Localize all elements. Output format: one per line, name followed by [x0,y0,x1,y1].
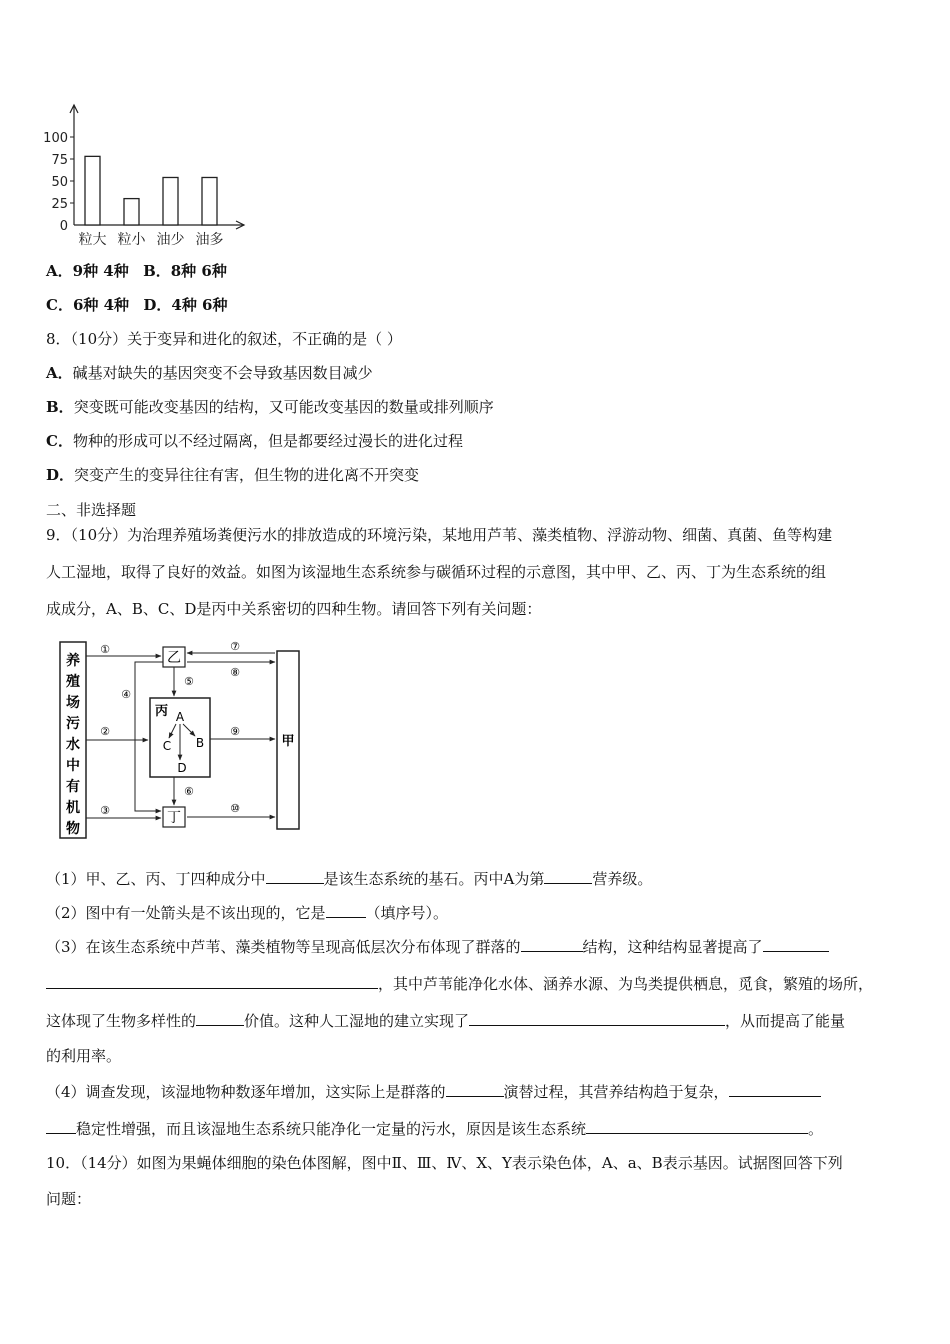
source-box-char: 场 [66,695,80,711]
answer-blank[interactable] [729,1081,821,1097]
q8-option-a [46,363,373,383]
x-tick-label: 粒小 [117,232,146,248]
q10-line1: 10．（14分）如图为果蝇体细胞的染色体图解，图中Ⅱ、Ⅲ、Ⅳ、X、Y表示染色体，A、a、B表示基因。试据图回答下列 [46,1154,843,1172]
q7-option-d-label: D． [143,296,172,314]
q8-option-d [46,465,419,485]
arrow-4-label: ④ [121,688,131,701]
q8-option-c-text: 物种的形成可以不经过隔离，但是都要经过漫长的进化过程 [72,432,463,450]
arrow-7-label: ⑦ [230,640,240,653]
q9-p3-b: 结构，这种结构显著提高了 [582,938,763,956]
answer-blank[interactable] [521,936,583,952]
answer-blank[interactable] [544,868,592,884]
q8-stem: 8．（10分）关于变异和进化的叙述，不正确的是（ ） [46,330,402,348]
q8-option-b-text: 突变既可能改变基因的结构，又可能改变基因的数量或排列顺序 [73,398,494,416]
q9-p2-b: （填序号）。 [365,904,449,922]
q9-part1 [46,868,652,889]
q9-p3-a: （3）在该生态系统中芦苇、藻类植物等呈现高低层次分布体现了群落的 [46,938,521,956]
arrow-3-label: ③ [100,804,110,817]
arrow-1-label: ① [100,643,110,656]
q7-option-a-label: A． [46,262,73,280]
q9-part3-line2 [46,973,873,994]
arrow-4 [135,662,163,811]
answer-blank[interactable] [586,1118,808,1134]
answer-blank[interactable] [266,868,324,884]
y-tick-label: 100 [43,131,68,146]
arrow-a-b [183,724,195,736]
q9-p4-c: 稳定性增强，而且该湿地生态系统只能净化一定量的污水，原因是该生态系统 [76,1120,587,1138]
q9-part3-line1 [46,936,829,957]
q9-p1-a: （1）甲、乙、丙、丁四种成分中 [46,870,266,888]
section-heading: 二、非选择题 [46,501,137,519]
q9-part2 [46,902,448,923]
arrow-2-label: ② [100,725,110,738]
q7-option-a-text: 9种 4种 [72,262,129,280]
bar-2 [124,199,139,225]
jia-label: 甲 [281,734,295,749]
q9-p4-b: 演替过程，其营养结构趋于复杂， [503,1083,729,1101]
bar-4 [202,177,217,225]
source-box-char: 物 [66,821,80,837]
x-tick-label: 油少 [156,232,185,248]
bar-1 [85,156,100,225]
q9-p3-e: 价值。这种人工湿地的建立实现了 [244,1012,470,1030]
q7-option-b-text: 8种 6种 [170,262,227,280]
q7-options-ab [46,261,227,281]
answer-blank[interactable] [196,1010,244,1026]
q9-stem-line3: 成成分，A、B、C、D是丙中关系密切的四种生物。请回答下列有关问题： [46,600,542,618]
arrow-5-label: ⑤ [184,675,194,688]
q8-option-c [46,431,463,451]
source-box-char: 污 [66,716,80,732]
y-tick-label: 75 [51,153,68,168]
arrow-10-label: ⑩ [230,802,240,815]
q9-p1-c: 营养级。 [592,870,653,888]
source-box-char: 殖 [66,674,80,690]
q9-p3-f: ，从而提高了能量 [725,1012,846,1030]
arrow-8-label: ⑧ [230,666,240,679]
y-tick-label: 0 [59,219,68,234]
q8-option-a-label: A． [46,364,73,382]
source-box-label [66,652,80,837]
q7-option-c-text: 6种 4种 [72,296,130,314]
bar-chart [40,95,300,255]
q7-option-c-label: C． [46,296,73,314]
node-a: A [175,710,185,724]
answer-blank[interactable] [46,973,378,989]
q10-line2: 问题： [46,1190,92,1208]
ding-label: 丁 [167,810,181,826]
answer-blank[interactable] [469,1010,725,1026]
q8-option-b [46,397,494,417]
source-box-char: 中 [66,758,80,774]
q9-p4-d: 。 [808,1120,824,1138]
y-tick-label: 50 [51,175,68,190]
yi-label: 乙 [167,650,181,666]
q9-p3-c: ，其中芦苇能净化水体、涵养水源、为鸟类提供栖息，觅食，繁殖的场所， [378,975,874,993]
q9-part4-line1 [46,1081,821,1102]
q8-option-a-text: 碱基对缺失的基因突变不会导致基因数目减少 [72,364,373,382]
arrow-a-c [169,724,176,738]
node-b: B [195,736,205,750]
source-box-char: 水 [66,737,80,753]
q7-options-cd [46,295,228,315]
q8-option-b-label: B． [46,398,74,416]
q8-option-c-label: C． [46,432,73,450]
source-box-char: 机 [66,800,80,816]
q9-part4-line2 [46,1118,823,1139]
carbon-cycle-diagram [55,635,325,850]
q8-option-d-text: 突变产生的变异往往有害，但生物的进化离不开突变 [74,466,420,484]
arrow-6-label: ⑥ [184,785,194,798]
arrow-9-label: ⑨ [230,725,240,738]
source-box-char: 养 [66,653,80,669]
answer-blank[interactable] [763,936,829,952]
source-box-char: 有 [66,779,80,795]
q7-option-d-text: 4种 6种 [171,296,228,314]
q8-option-d-label: D． [46,466,75,484]
bar-3 [163,177,178,225]
y-tick-label: 25 [51,197,68,212]
q9-part3-line4: 的利用率。 [46,1047,122,1065]
node-c: C [162,739,172,753]
bing-label: 丙 [155,704,169,719]
answer-blank[interactable] [326,902,366,918]
x-tick-label: 粒大 [78,232,107,248]
q9-p4-a: （4）调查发现，该湿地物种数逐年增加，这实际上是群落的 [46,1083,446,1101]
q9-stem-line2: 人工湿地，取得了良好的效益。如图为该湿地生态系统参与碳循环过程的示意图，其中甲、乙、丙、丁为生态系统的组 [46,563,827,581]
q9-part3-line3 [46,1010,845,1031]
q9-p3-d: 这体现了生物多样性的 [46,1012,197,1030]
q9-p1-b: 是该生态系统的基石。丙中A为第 [323,870,545,888]
q9-stem-line1: 9．（10分）为治理养殖场粪便污水的排放造成的环境污染，某地用芦苇、藻类植物、浮游动物、细菌、真菌、鱼等构建 [46,526,833,544]
answer-blank[interactable] [446,1081,504,1097]
q9-p2-a: （2）图中有一处箭头是不该出现的，它是 [46,904,326,922]
answer-blank[interactable] [46,1118,76,1134]
q7-option-b-label: B． [143,262,171,280]
node-d: D [177,761,187,775]
x-tick-label: 油多 [195,232,224,248]
